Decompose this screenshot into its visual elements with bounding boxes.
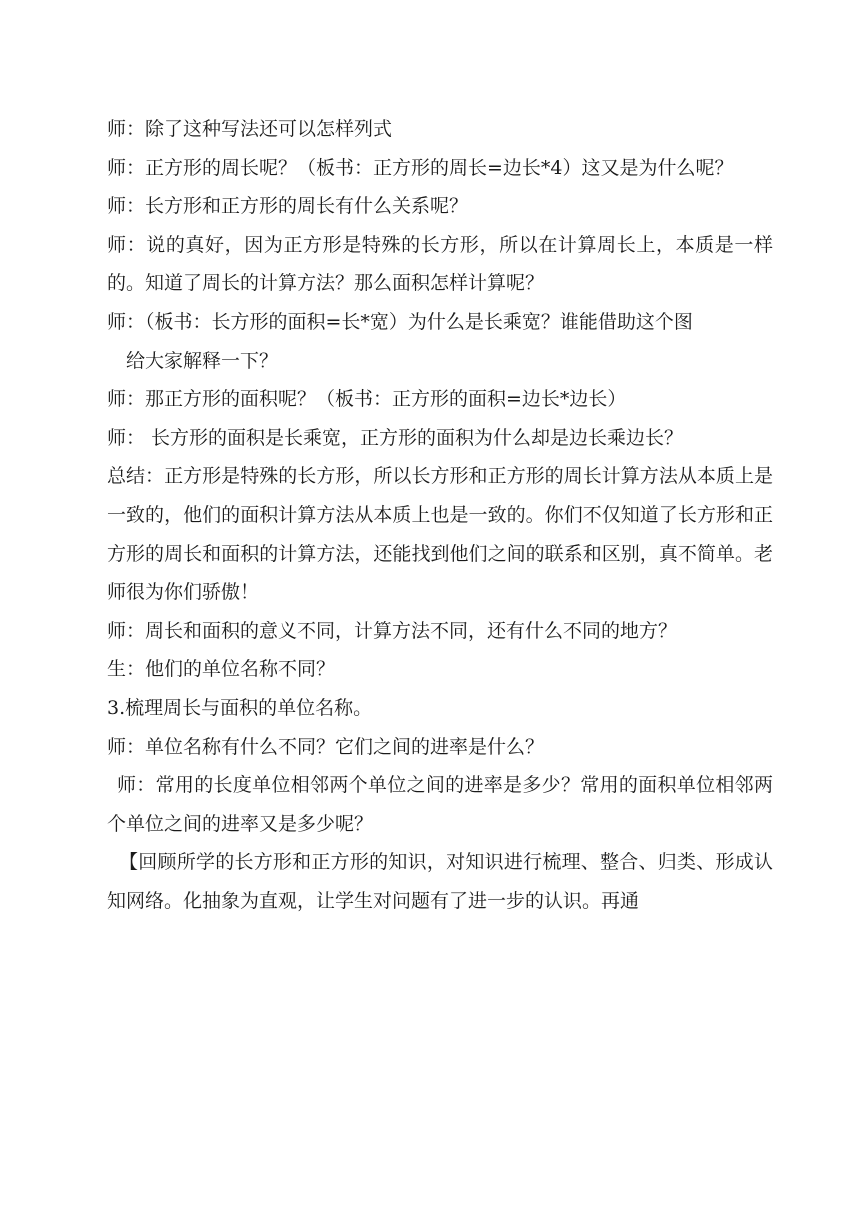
paragraph: 师：长方形和正方形的周长有什么关系呢？ <box>107 195 469 218</box>
paragraph: 师：单位名称有什么不同？它们之间的进率是什么？ <box>107 735 545 758</box>
paragraph: 师：那正方形的面积呢？（板书：正方形的面积=边长*边长） <box>107 388 627 411</box>
document-body <box>107 110 773 920</box>
summary-paragraph: 总结：正方形是特殊的长方形，所以长方形和正方形的周长计算方法从本质上是一致的，他们的面积计算方法从本质上也是一致的。你们不仅知道了长方形和正方形的周长和面积的计算方法，还能找到他们之间的联系和区别，真不简单。老师很为你们骄傲！ <box>107 465 773 604</box>
paragraph: 师： 长方形的面积是长乘宽，正方形的面积为什么却是边长乘边长？ <box>107 426 684 449</box>
paragraph: 师：（板书：长方形的面积=长*宽）为什么是长乘宽？谁能借助这个图 <box>107 310 693 333</box>
design-note-paragraph: 【回顾所学的长方形和正方形的知识，对知识进行梳理、整合、归类、形成认知网络。化抽象为直观，让学生对问题有了进一步的认识。再通 <box>107 851 773 912</box>
paragraph: 师：正方形的周长呢？（板书：正方形的周长=边长*4）这又是为什么呢？ <box>107 156 734 179</box>
paragraph: 师：常用的长度单位相邻两个单位之间的进率是多少？常用的面积单位相邻两个单位之间的进率又是多少呢？ <box>107 774 773 835</box>
section-heading: 3.梳理周长与面积的单位名称。 <box>107 696 373 719</box>
paragraph: 师：说的真好，因为正方形是特殊的长方形，所以在计算周长上，本质是一样的。知道了周长的计算方法？那么面积怎样计算呢？ <box>107 233 773 295</box>
paragraph: 生：他们的单位名称不同？ <box>107 658 336 681</box>
paragraph: 师：除了这种写法还可以怎样列式 <box>107 118 393 140</box>
paragraph-continuation: 给大家解释一下？ <box>126 349 279 372</box>
paragraph: 师：周长和面积的意义不同，计算方法不同，还有什么不同的地方？ <box>107 619 678 642</box>
